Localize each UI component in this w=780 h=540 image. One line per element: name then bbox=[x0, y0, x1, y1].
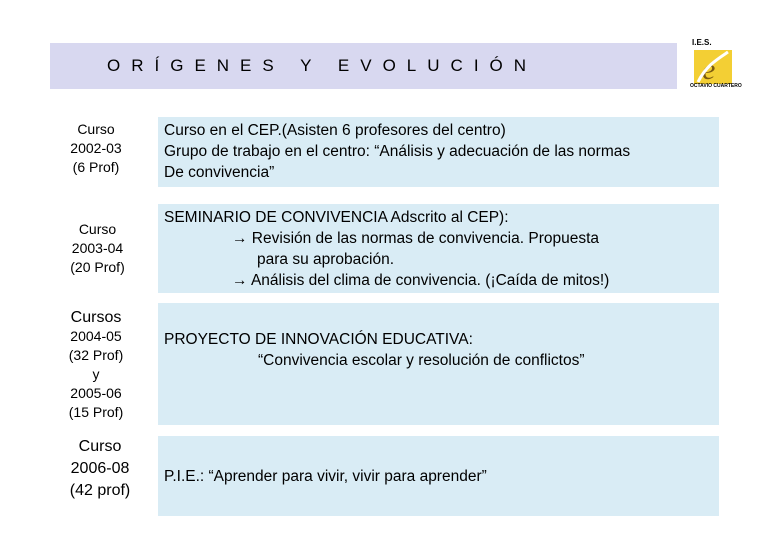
course-description: SEMINARIO DE CONVIVENCIA Adscrito al CEP): → Revisión de las normas de convivencia. Propuesta para su aprobación. → Análisis del clima de convivencia. (¡Caída de mitos!) bbox=[158, 204, 719, 293]
svg-text:e: e bbox=[702, 53, 716, 86]
course-label: Curso 2002-03 (6 Prof) bbox=[60, 120, 132, 177]
school-logo bbox=[690, 38, 748, 100]
course-label: Cursos 2004-05 (32 Prof) y 2005-06 (15 Prof) bbox=[60, 308, 132, 422]
page-title: ORÍGENES Y EVOLUCIÓN bbox=[107, 56, 538, 75]
course-description: PROYECTO DE INNOVACIÓN EDUCATIVA: “Convivencia escolar y resolución de conflictos” bbox=[158, 303, 719, 425]
course-description: P.I.E.: “Aprender para vivir, vivir para aprender” bbox=[158, 436, 719, 516]
logo-emblem-icon bbox=[690, 38, 748, 100]
course-label: Curso 2006-08 (42 prof) bbox=[60, 436, 140, 502]
logo-top-text: I.E.S. bbox=[692, 38, 712, 47]
logo-bottom-text: OCTAVIO CUARTERO bbox=[690, 83, 742, 89]
course-label: Curso 2003-04 (20 Prof) bbox=[60, 220, 135, 277]
title-bar bbox=[50, 43, 677, 89]
course-description: Curso en el CEP.(Asisten 6 profesores del centro) Grupo de trabajo en el centro: “Análisis y adecuación de las normas De convivencia” bbox=[158, 117, 719, 187]
